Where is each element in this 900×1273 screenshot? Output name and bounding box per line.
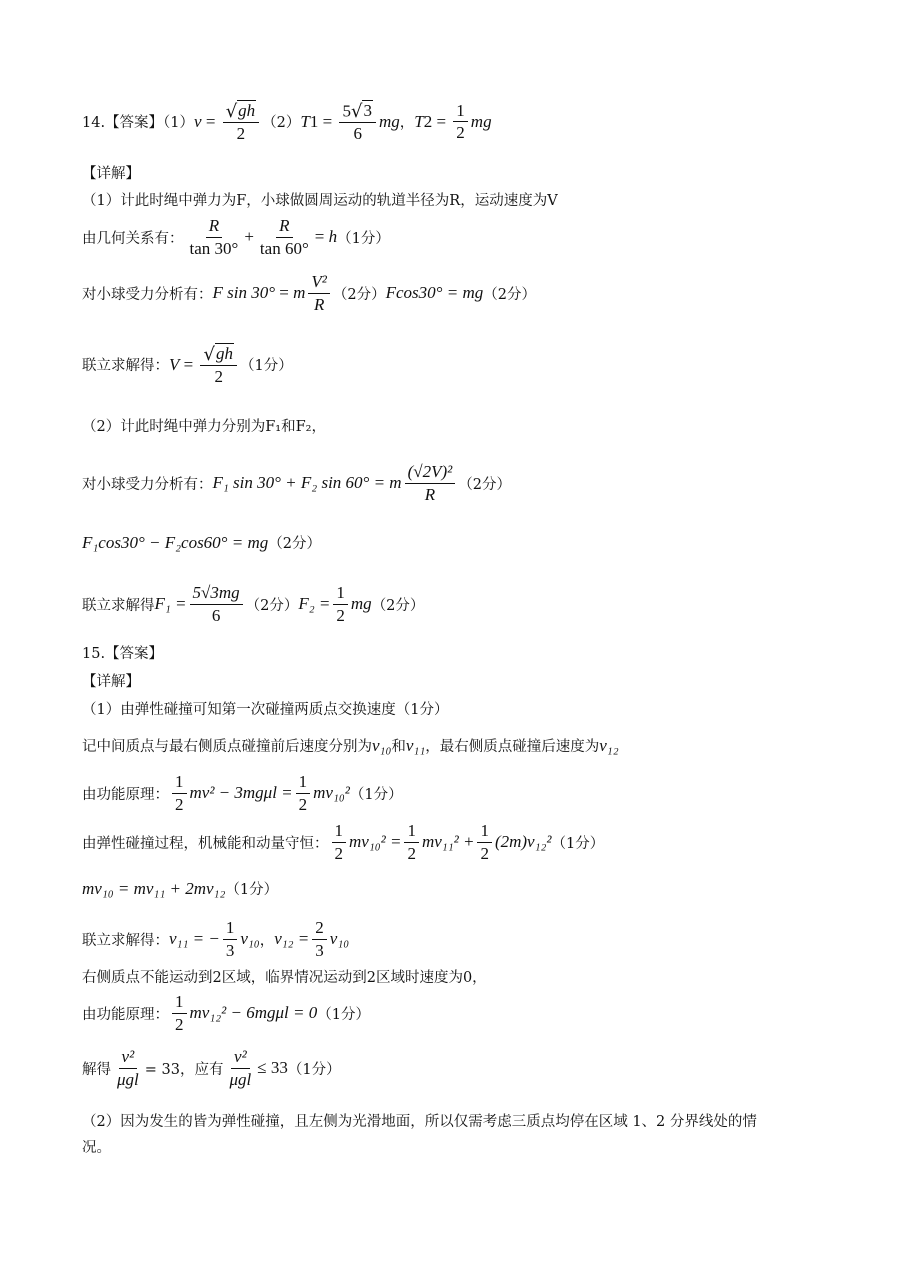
q15-solve-v12: v₁₂ =	[274, 929, 310, 949]
q14-force2-score: （2分）	[483, 286, 536, 303]
q14-geom-label: 由几何关系有：	[82, 230, 184, 247]
q14-ans1-den: 2	[236, 124, 246, 144]
q15-collision-label: 由弹性碰撞过程，机械能和动量守恒：	[82, 835, 329, 852]
q15-energy2-half: $\frac{1}{2}$	[172, 992, 187, 1034]
q15-momentum-line	[82, 878, 278, 899]
q15-p2e: ，最右侧质点碰撞后速度为	[425, 739, 600, 755]
q15-energy-expr1: mv² − 3mgμl =	[189, 783, 293, 803]
q15-solve-v11-frac	[223, 918, 238, 960]
q14-force-lhs: F sin 30°	[212, 283, 276, 303]
q15-momentum-score: （1分）	[225, 882, 279, 898]
q14-paragraph-2: （2）计此时绳中弹力分别为F₁和F₂，	[82, 419, 326, 435]
q15-solve-v12-tail: v₁₀	[329, 929, 350, 949]
q14-force2: Fcos30° = mg	[385, 283, 484, 303]
q14-geom-frac1	[187, 216, 242, 258]
q15-energy-expr2: mv₁₀²	[313, 783, 350, 803]
q14-ans2-sep: ，	[399, 115, 415, 132]
q14-force-label: 对小球受力分析有：	[82, 286, 213, 303]
q14-solve-line: 联立求解得： V = √ gh 2 （1分）	[82, 343, 293, 387]
q15-energy-line	[82, 772, 403, 814]
q14-force-line: 对小球受力分析有： F sin 30° = m $\frac{\text{V²}}{R}$ （2分） Fcos30° = mg （2分）	[82, 272, 536, 314]
q15-solve-v11-tail: v₁₀	[240, 929, 260, 949]
q14-solve-num: gh	[215, 344, 233, 363]
q14-solve-lhs: V	[169, 354, 180, 374]
q15-energy2-expr: mv₁₂² − 6mgμl = 0	[189, 1003, 318, 1023]
q14-geometry-line: 由几何关系有： $\frac{R}{\tan 30^\circ}$ + $\frac{R}{\tan 60^\circ}$ = h （1分）	[82, 216, 390, 258]
q14-part2-label: （2）	[262, 115, 301, 132]
q15-energy-label: 由功能原理：	[82, 786, 169, 803]
q14-solve2-den2: 2	[336, 605, 345, 625]
q15-collision-line	[82, 821, 604, 863]
q14-force3-den: R	[424, 484, 436, 504]
q15-result-den: μgl	[117, 1069, 139, 1089]
q14-geom-den2: tan 60°	[259, 238, 309, 258]
q14-ans1-lhs: v	[194, 111, 202, 131]
q15-collision-score: （1分）	[551, 835, 605, 852]
q14-ans2-tail2: mg	[470, 111, 492, 131]
q14-solve2-label: 联立求解得	[82, 597, 155, 614]
q14-answer-line: 14.【答案】（1） v = √ gh 2 （2） T 1 = 5 √ 3 6 mg ， T 2 = $\frac{1}{2}$ mg	[82, 100, 492, 144]
q14-solve2-lhs: F₁ =	[154, 594, 187, 614]
q15-collision-expr2: mv₁₁² +	[421, 832, 475, 852]
q15-paragraph-4a: （2）因为发生的皆为弹性碰撞，且左侧为光滑地面，所以仅需考虑三质点均停在区域 1、2 分界线处的情	[82, 1114, 757, 1130]
q15-paragraph-4b: 况。	[82, 1140, 111, 1156]
q14-solve2-num2: 1	[333, 583, 348, 605]
q15-paragraph-1: （1）由弹性碰撞可知第一次碰撞两质点交换速度（1分）	[82, 702, 449, 718]
q15-energy2-score: （1分）	[317, 1006, 370, 1023]
q15-result-score: （1分）	[287, 1061, 341, 1078]
q15-p2f: v₁₂	[599, 735, 619, 755]
q14-ans2-half	[453, 101, 468, 143]
q14-force4: F₁cos30° − F₂cos60° = mg	[82, 532, 269, 552]
q14-ans1-num: gh	[238, 101, 256, 120]
q15-collision-expr: mv₁₀² =	[349, 832, 402, 852]
q15-paragraph-2	[82, 735, 619, 756]
q14-solve2-lhs2: F₂ =	[298, 594, 331, 614]
q14-force4-line	[82, 532, 321, 553]
q14-ans2-T1: T	[300, 111, 310, 131]
q14-ans2-fraction: 5 √ 3 6	[339, 100, 375, 144]
q14-solve-label: 联立求解得：	[82, 358, 169, 375]
q15-solve-v12-num: 2	[312, 918, 327, 940]
q15-result-tail: ≤ 33	[257, 1058, 288, 1078]
q15-result-frac2	[226, 1047, 254, 1089]
q14-force-num: V²	[308, 272, 329, 294]
q15-collision-expr3: (2m)v₁₂²	[494, 832, 552, 852]
q15-result-mid: = 33，应有	[144, 1061, 224, 1078]
q15-result-num: v²	[119, 1047, 138, 1069]
q15-solve-v12-frac	[312, 918, 327, 960]
q14-solve2-num: 5√3mg	[190, 583, 243, 605]
q14-header: 14.【答案】（1）	[82, 115, 195, 132]
q15-p2d: v₁₁	[405, 735, 426, 755]
q15-solve-v11-num: 1	[223, 918, 238, 940]
q14-force-score: （2分）	[332, 286, 386, 303]
q15-p2a: 记中间质点与最右侧质点碰撞前后速度分别为	[82, 739, 372, 755]
q14-ans1-fraction: √ gh 2	[223, 100, 259, 144]
q15-detail-heading: 【详解】	[82, 674, 140, 690]
q14-solve2-tail2: mg	[350, 594, 372, 614]
q15-solve-v11: v₁₁ = −	[169, 929, 220, 949]
q15-energy-score: （1分）	[349, 786, 403, 803]
q15-momentum: mv₁₀ = mv₁₁ + 2mv₁₂	[82, 878, 226, 898]
q14-solve2-den: 6	[211, 605, 221, 625]
q14-paragraph-1: （1）计此时绳中弹力为F，小球做圆周运动的轨道半径为R，运动速度为V	[82, 193, 558, 209]
q14-ans2-den: 6	[353, 124, 362, 144]
q14-force3-frac	[405, 462, 456, 504]
q15-collision-half2: $\frac{1}{2}$	[404, 821, 419, 863]
q15-energy-half2: $\frac{1}{2}$	[296, 772, 311, 814]
q15-p2b: v₁₀	[372, 735, 392, 755]
q14-solve2-line	[82, 583, 424, 625]
q15-result-label: 解得	[82, 1061, 111, 1078]
q15-result-num2: v²	[231, 1047, 250, 1069]
q15-result-line	[82, 1047, 341, 1089]
q14-geom-frac2	[257, 216, 312, 258]
q15-solve-label: 联立求解得：	[82, 932, 169, 949]
q15-paragraph-3: 右侧质点不能运动到2区域，临界情况运动到2区域时速度为0，	[82, 970, 487, 986]
q14-detail-heading: 【详解】	[82, 166, 140, 182]
q14-ans2-sqrt: 3	[363, 101, 372, 120]
q14-solve-den: 2	[214, 367, 223, 387]
q15-collision-half1: $\frac{1}{2}$	[332, 821, 347, 863]
q15-result-den2: μgl	[229, 1069, 252, 1089]
q15-solve-v12-den: 3	[315, 940, 324, 960]
q15-energy2-label: 由功能原理：	[82, 1006, 169, 1023]
q15-energy-half1: $\frac{1}{2}$	[172, 772, 187, 814]
q15-collision-half3: $\frac{1}{2}$	[477, 821, 492, 863]
q14-solve2-score2: （2分）	[371, 597, 425, 614]
q14-ans2-half-den: 2	[456, 123, 465, 143]
q15-p2c: 和	[391, 739, 406, 755]
q14-geom-score: （1分）	[337, 230, 390, 247]
q14-solve2-frac2	[333, 583, 348, 625]
q14-geom-rhs: h	[328, 227, 338, 247]
q14-solve-frac: √ gh 2	[200, 343, 236, 387]
q15-solve-line	[82, 918, 349, 960]
q14-ans2-T2: T	[414, 111, 424, 131]
q14-solve-score: （1分）	[239, 358, 293, 375]
q15-solve-v11-den: 3	[225, 940, 235, 960]
q14-ans2-tail: mg	[378, 111, 400, 131]
q14-force-frac	[308, 272, 329, 314]
q14-geom-num1: R	[206, 216, 222, 238]
q14-force4-score: （2分）	[268, 536, 321, 552]
q14-geom-num2: R	[276, 216, 292, 238]
q14-solve2-score: （2分）	[245, 597, 299, 614]
q14-geom-den1: tan 30°	[189, 238, 239, 258]
q15-energy2-line	[82, 992, 370, 1034]
q15-solve-sep: ，	[259, 932, 275, 949]
q14-ans2-num: 5	[342, 101, 351, 121]
q14-solve2-frac	[190, 583, 243, 625]
q14-force-den: R	[313, 294, 325, 314]
q14-force3-score: （2分）	[458, 476, 511, 493]
q14-force3-lhs: F₁ sin 30° + F₂ sin 60° = m	[212, 473, 402, 493]
q15-result-frac	[114, 1047, 142, 1089]
q15-header: 15.【答案】	[82, 646, 164, 662]
q14-force3-label: 对小球受力分析有：	[82, 476, 213, 493]
q14-ans2-half-num: 1	[453, 101, 468, 123]
q14-force3-line	[82, 462, 511, 504]
q14-force-m: m	[293, 283, 306, 303]
q14-force3-num: (√2V)²	[405, 462, 456, 484]
